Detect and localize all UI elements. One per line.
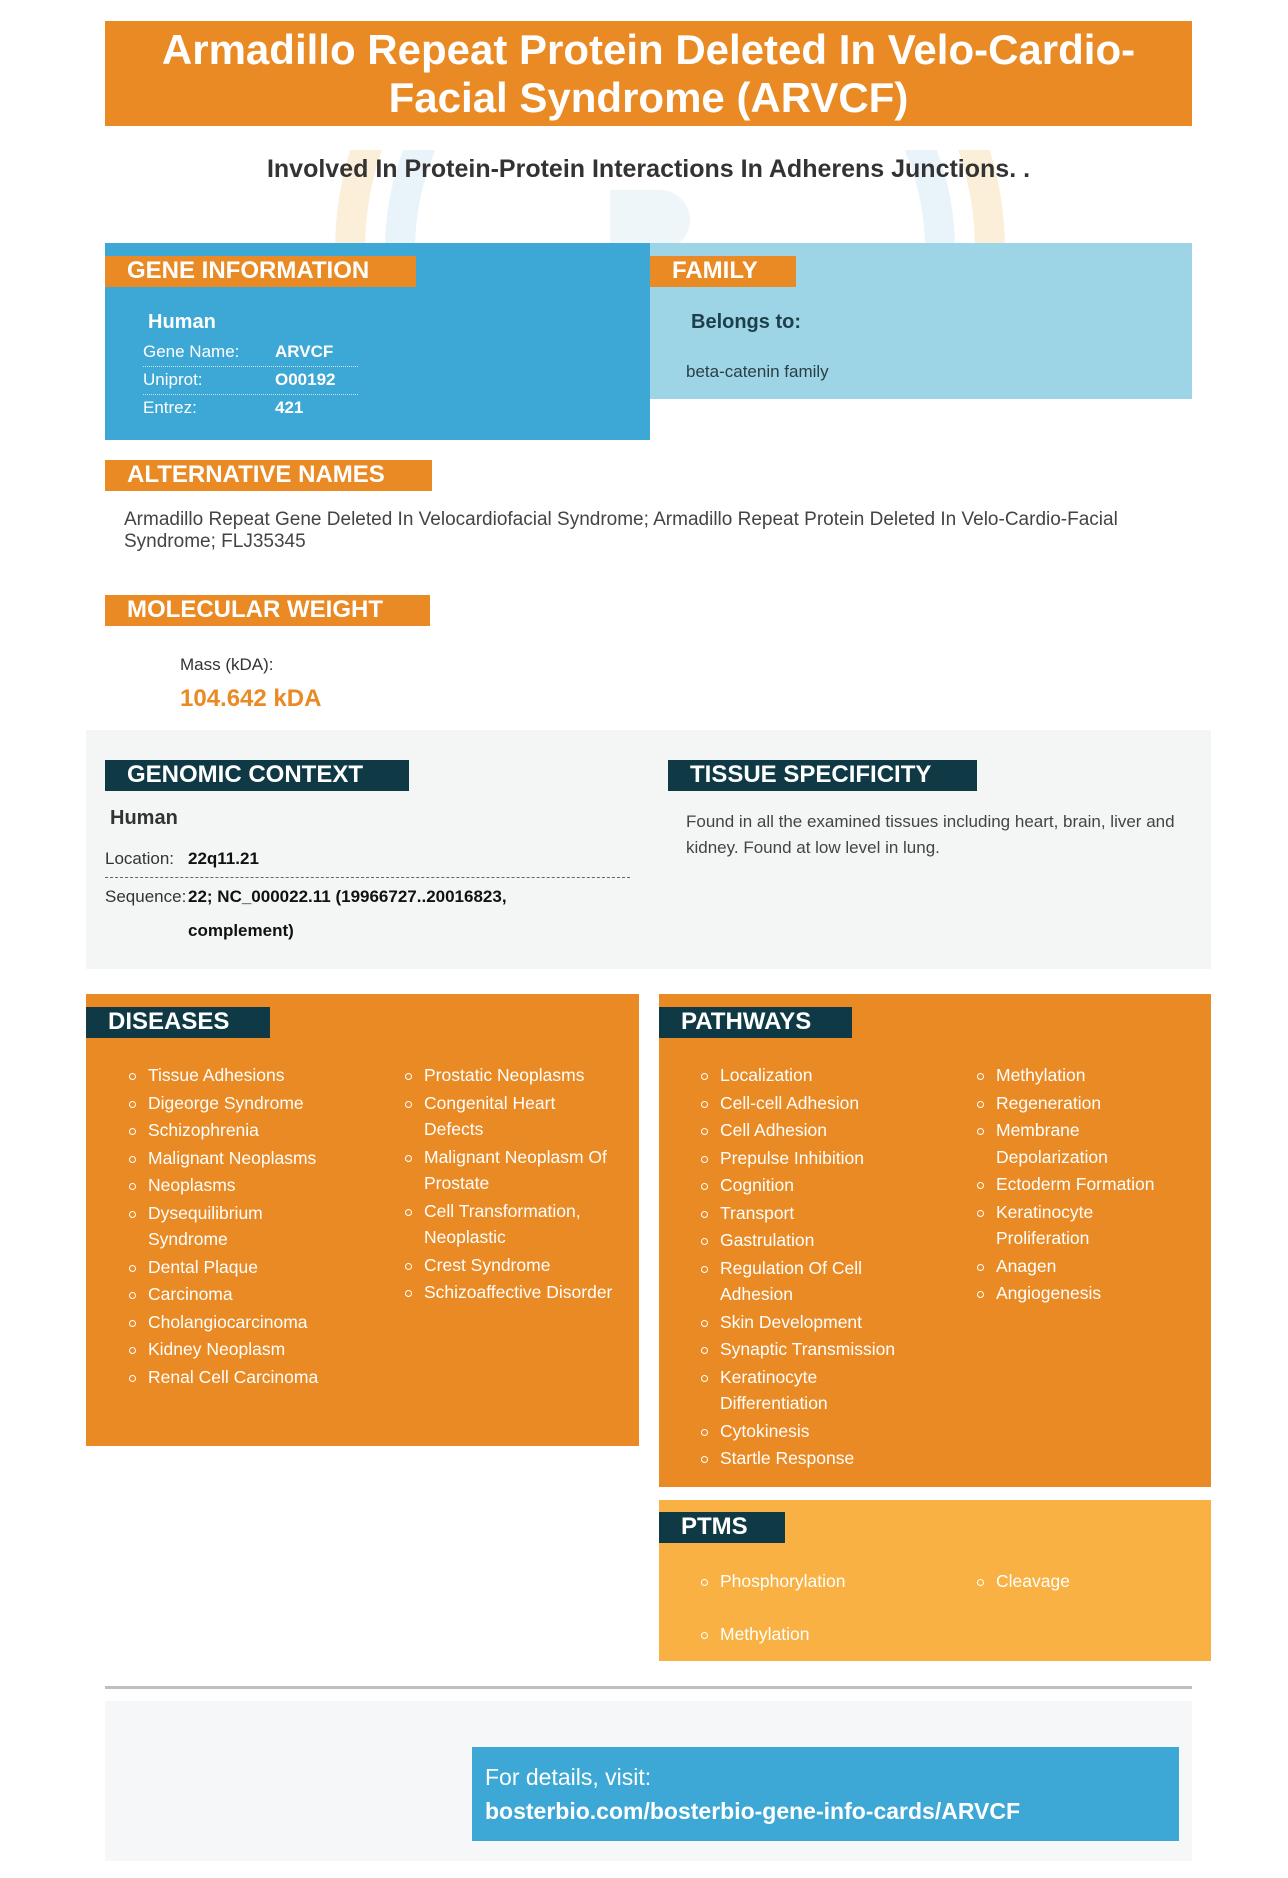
title-banner: [105, 21, 1192, 126]
uniprot-label: Uniprot:: [143, 370, 203, 389]
list-item: Cytokinesis: [700, 1418, 940, 1445]
list-item: Prepulse Inhibition: [700, 1145, 940, 1172]
list-item: Cognition: [700, 1172, 940, 1199]
tissue-specificity-heading: TISSUE SPECIFICITY: [668, 760, 977, 791]
diseases-list-col1: [128, 1062, 368, 1391]
diseases-heading: DISEASES: [86, 1007, 270, 1038]
list-item: Regeneration: [976, 1090, 1201, 1117]
list-item: Malignant Neoplasms: [128, 1145, 368, 1172]
list-item: Gastrulation: [700, 1227, 940, 1254]
gene-row-entrez: [143, 395, 358, 423]
list-item: Malignant Neoplasm Of Prostate: [404, 1144, 619, 1197]
molecular-weight-heading: MOLECULAR WEIGHT: [105, 595, 430, 626]
list-item: Digeorge Syndrome: [128, 1090, 368, 1117]
gene-species: Human: [148, 311, 216, 333]
list-item: Membrane Depolarization: [976, 1117, 1111, 1170]
list-item: Localization: [700, 1062, 940, 1089]
details-link[interactable]: bosterbio.com/bosterbio-gene-info-cards/ARVCF: [485, 1798, 1021, 1824]
family-value: beta-catenin family: [686, 362, 829, 381]
list-item: Methylation: [700, 1621, 940, 1648]
list-item: Kidney Neoplasm: [128, 1336, 368, 1363]
entrez-label: Entrez:: [143, 398, 197, 417]
belongs-to-label: Belongs to:: [691, 311, 801, 333]
page-title: Armadillo Repeat Protein Deleted In Velo-Cardio-Facial Syndrome (ARVCF): [161, 25, 1136, 121]
list-item: Neoplasms: [128, 1172, 368, 1199]
gene-row-uniprot: [143, 367, 358, 395]
gene-information-heading: GENE INFORMATION: [105, 256, 416, 287]
family-heading: FAMILY: [650, 256, 796, 287]
list-item: Crest Syndrome: [404, 1252, 629, 1279]
genomic-species: Human: [110, 807, 178, 829]
ptms-list-col1: [700, 1568, 940, 1648]
list-item: Cell Adhesion: [700, 1117, 940, 1144]
list-item: Tissue Adhesions: [128, 1062, 368, 1089]
pathways-list-col1: [700, 1062, 940, 1473]
list-item: Ectoderm Formation: [976, 1171, 1201, 1198]
tissue-specificity-text: Found in all the examined tissues including heart, brain, liver and kidney. Found at low level in lung.: [686, 812, 1175, 857]
sequence-value-line1: 22; NC_000022.11 (19966727..20016823,: [188, 887, 507, 906]
list-item: Skin Development: [700, 1309, 940, 1336]
details-box: [472, 1747, 1179, 1841]
list-item: Congenital Heart Defects: [404, 1090, 574, 1143]
list-item: Keratinocyte Proliferation: [976, 1199, 1116, 1252]
list-item: Phosphorylation: [700, 1568, 940, 1595]
page-subtitle: Involved In Protein-Protein Interactions In Adherens Junctions. .: [266, 155, 1031, 183]
list-item: Renal Cell Carcinoma: [128, 1364, 368, 1391]
gene-name-value: ARVCF: [275, 342, 334, 361]
details-label: For details, visit:: [485, 1764, 652, 1790]
sequence-value-line2: complement): [188, 921, 294, 940]
location-row: [105, 845, 630, 878]
list-item: Synaptic Transmission: [700, 1336, 940, 1363]
location-value: 22q11.21: [188, 849, 259, 868]
list-item: Cholangiocarcinoma: [128, 1309, 368, 1336]
ptms-heading: PTMS: [659, 1512, 785, 1543]
divider: [105, 1686, 1192, 1689]
diseases-list-col2: [404, 1062, 629, 1307]
list-item: Carcinoma: [128, 1281, 368, 1308]
list-item: Dental Plaque: [128, 1254, 368, 1281]
list-item: Regulation Of Cell Adhesion: [700, 1255, 880, 1308]
list-item: Cell Transformation, Neoplastic: [404, 1198, 604, 1251]
list-item: Prostatic Neoplasms: [404, 1062, 629, 1089]
alternative-names-text: Armadillo Repeat Gene Deleted In Velocardiofacial Syndrome; Armadillo Repeat Protein Deleted In Velo-Cardio-Facial Syndrome; FLJ35345: [124, 509, 1118, 552]
sequence-row: [105, 880, 630, 948]
list-item: Angiogenesis: [976, 1280, 1201, 1307]
list-item: Startle Response: [700, 1445, 940, 1472]
list-item: Keratinocyte Differentiation: [700, 1364, 840, 1417]
list-item: Methylation: [976, 1062, 1201, 1089]
list-item: Cell-cell Adhesion: [700, 1090, 940, 1117]
mass-value: 104.642 kDA: [180, 685, 322, 712]
list-item: Dysequilibrium Syndrome: [128, 1200, 288, 1253]
pathways-heading: PATHWAYS: [659, 1007, 852, 1038]
gene-name-label: Gene Name:: [143, 342, 240, 361]
ptms-list-col2: [976, 1568, 1201, 1596]
list-item: Transport: [700, 1200, 940, 1227]
genomic-context-heading: GENOMIC CONTEXT: [105, 760, 409, 791]
sequence-label: Sequence:: [105, 887, 187, 906]
list-item: Anagen: [976, 1253, 1201, 1280]
mass-label: Mass (kDA):: [180, 655, 274, 674]
list-item: Cleavage: [976, 1568, 1201, 1595]
list-item: Schizophrenia: [128, 1117, 368, 1144]
uniprot-value: O00192: [275, 370, 336, 389]
location-label: Location:: [105, 849, 174, 868]
alternative-names-heading: ALTERNATIVE NAMES: [105, 460, 432, 491]
list-item: Schizoaffective Disorder: [404, 1279, 629, 1306]
entrez-value: 421: [275, 398, 304, 417]
gene-row-name: [143, 339, 358, 367]
pathways-list-col2: [976, 1062, 1201, 1308]
